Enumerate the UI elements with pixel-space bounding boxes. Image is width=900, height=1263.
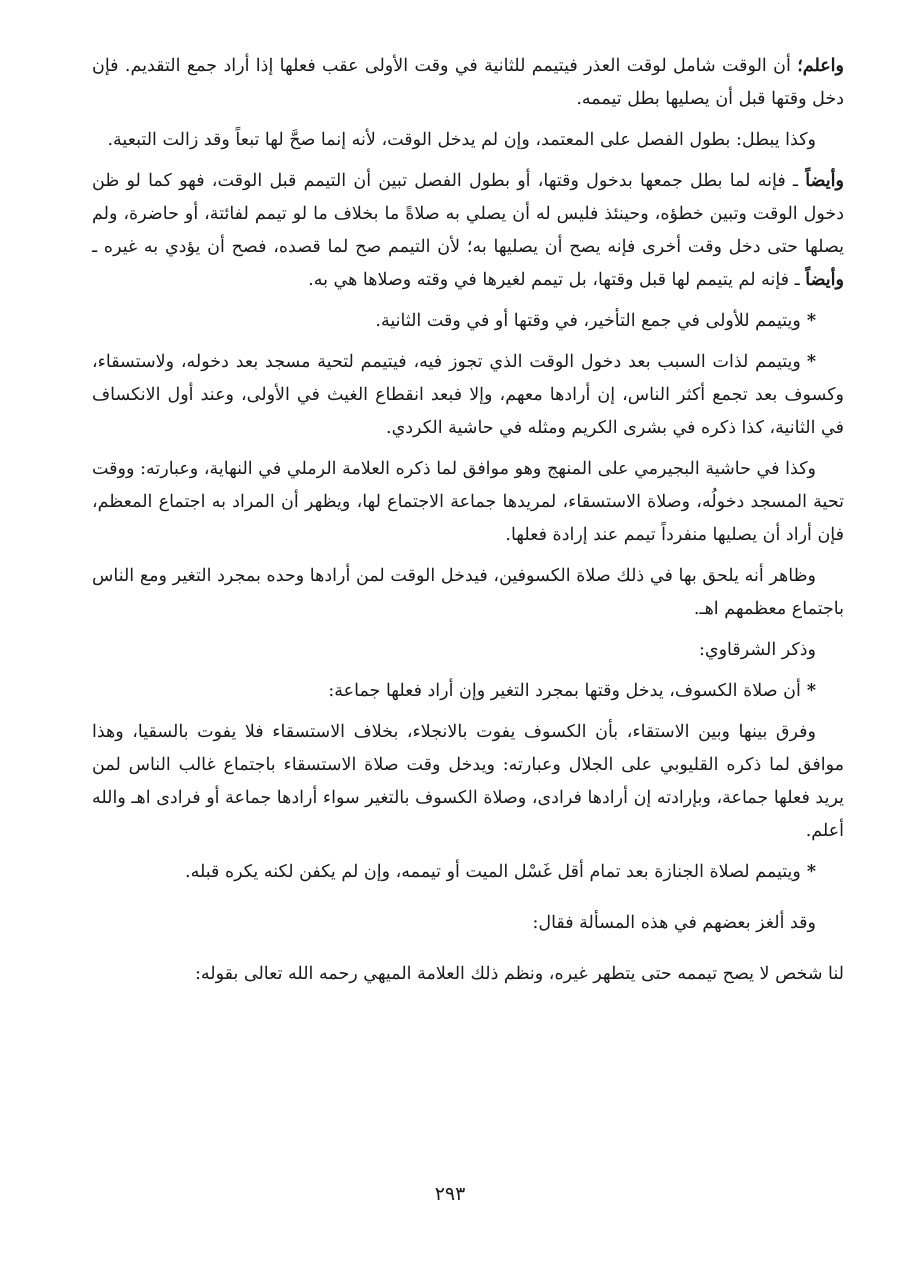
paragraph-1: [92, 50, 844, 116]
paragraph-text: أن الوقت شامل لوقت العذر فيتيمم للثانية في وقت الأولى عقب فعلها إذا أراد جمع التقديم. فإن دخل وقتها قبل أن يصليها بطل تيممه.: [92, 56, 844, 109]
paragraph-6: وكذا في حاشية البجيرمي على المنهج وهو موافق لما ذكره العلامة الرملي في النهاية، وعبارته: ووقت تحية المسجد دخولُه، وصلاة الاستسقاء، لمريدها جماعة الاجتماع لها، ويظهر أن المراد به اجتماع المعظم، فإن أراد أن يصليها منفرداً تيمم عند إرادة فعلها.: [92, 459, 844, 545]
paragraph-9: [92, 675, 844, 708]
paragraph-4: [92, 305, 844, 338]
bullet-star: *: [806, 352, 816, 372]
bold-lead: وأيضاً: [805, 171, 844, 191]
paragraph-text: ويتيمم للأولى في جمع التأخير، في وقتها أو في وقت الثانية.: [375, 311, 801, 331]
paragraph-10: وفرق بينها وبين الاستقاء، بأن الكسوف يفوت بالانجلاء، بخلاف الاستسقاء فلا يفوت بالسقيا، وهذا موافق لما ذكره القليوبي على الجلال وعبارته: ويدخل وقت صلاة الاستسقاء باجتماع غالب الناس لمن يريد فعلها جماعة، وبإرادته إن أرادها فرادى، وصلاة الكسوف بالتغير سواء أرادها جماعة أو فرادى اهـ والله أعلم.: [92, 722, 844, 841]
paragraph-text: ويتيمم لصلاة الجنازة بعد تمام أقل غَسْل الميت أو تيممه، وإن لم يكفن لكنه يكره قبله.: [185, 862, 801, 882]
paragraph-11: [92, 856, 844, 889]
paragraph-5: [92, 346, 844, 445]
paragraph-2: وكذا يبطل: بطول الفصل على المعتمد، وإن لم يدخل الوقت، لأنه إنما صحَّ لها تبعاً وقد زالت التبعية.: [107, 130, 816, 150]
bullet-star: *: [806, 311, 816, 331]
bold-lead: وأيضاً: [805, 270, 844, 290]
bullet-star: *: [806, 681, 816, 701]
paragraph-text: ويتيمم لذات السبب بعد دخول الوقت الذي تجوز فيه، فيتيمم لتحية مسجد بعد دخوله، ولاستسقاء، وكسوف بعد تجمع أكثر الناس، إن أرادها معهم، وإلا فبعد انقطاع الغيث في الأولى، وعند أول الانكساف في الثانية، كذا ذكره في بشرى الكريم ومثله في حاشية الكردي.: [92, 352, 844, 438]
page-number: ٢٩٣: [434, 1183, 466, 1205]
paragraph-7: وظاهر أنه يلحق بها في ذلك صلاة الكسوفين، فيدخل الوقت لمن أرادها وحده بمجرد التغير ومع الناس باجتماع معظمهم اهـ.: [92, 566, 844, 619]
paragraph-text: أن صلاة الكسوف، يدخل وقتها بمجرد التغير وإن أراد فعلها جماعة:: [328, 681, 801, 701]
paragraph-text: ـ فإنه لم يتيمم لها قبل وقتها، بل تيمم لغيرها في وقته وصلاها هي به.: [308, 270, 806, 290]
paragraph-8: وذكر الشرقاوي:: [699, 640, 816, 660]
document-body: [92, 50, 844, 999]
bold-lead: واعلم؛: [797, 56, 844, 76]
paragraph-12: وقد ألغز بعضهم في هذه المسألة فقال:: [532, 913, 816, 933]
spacer: [92, 897, 844, 907]
paragraph-text: ـ فإنه لما بطل جمعها بدخول وقتها، أو بطول الفصل تبين أن التيمم قبل الوقت، فهو كما لو ظن دخول الوقت وتبين خطؤه، وحينئذ فليس له أن يصلي به صلاةً ما بخلاف ما لو تيمم لفائتة، أو حاضرة، ولم يصلها حتى دخل وقت أخرى فإنه يصح أن يصليها به؛ لأن التيمم صح لما قصده، فصح أن يؤدي به غيره ـ: [92, 171, 844, 257]
spacer: [92, 948, 844, 958]
paragraph-13: لنا شخص لا يصح تيممه حتى يتطهر غيره، ونظم ذلك العلامة الميهي رحمه الله تعالى بقوله:: [194, 964, 844, 984]
bullet-star: *: [806, 862, 816, 882]
paragraph-3: [92, 165, 844, 297]
